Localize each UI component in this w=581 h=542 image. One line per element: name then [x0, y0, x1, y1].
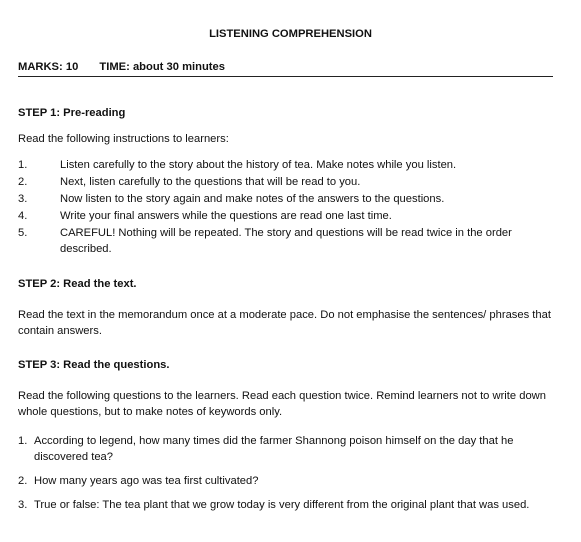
step3-heading: STEP 3: Read the questions. — [18, 359, 170, 371]
list-item: 5. CAREFUL! Nothing will be repeated. The story and questions will be read twice in the order described. — [18, 227, 512, 255]
list-item: 4. Write your final answers while the questions are read one last time. — [18, 210, 392, 222]
step1-instruction-list — [18, 157, 553, 258]
marks-label: MARKS: 10 — [18, 61, 79, 73]
marks-time-line — [18, 59, 553, 77]
step3-question-list — [18, 433, 553, 521]
list-item: 1. Listen carefully to the story about the history of tea. Make notes while you listen. — [18, 159, 457, 171]
list-item: 1. According to legend, how many times did the farmer Shannong poison himself on the day that he discovered tea? — [18, 435, 514, 463]
list-item: 3. True or false: The tea plant that we grow today is very different from the original plant that was used. — [18, 499, 530, 511]
step1-heading: STEP 1: Pre-reading — [18, 107, 126, 119]
time-label: TIME: about 30 minutes — [99, 61, 225, 73]
step3-text: Read the following questions to the learners. Read each question twice. Remind learners not to write down whole questions, but to make notes of keywords only. — [18, 390, 546, 418]
list-item: 2. How many years ago was tea first cultivated? — [18, 475, 259, 487]
list-item: 3. Now listen to the story again and make notes of the answers to the questions. — [18, 193, 445, 205]
list-item: 2. Next, listen carefully to the questions that will be read to you. — [18, 176, 361, 188]
document-title: LISTENING COMPREHENSION — [209, 28, 372, 40]
step2-text: Read the text in the memorandum once at a moderate pace. Do not emphasise the sentences/ phrases that contain answers. — [18, 309, 551, 337]
step1-intro: Read the following instructions to learners: — [18, 133, 229, 145]
step2-heading: STEP 2: Read the text. — [18, 278, 137, 290]
